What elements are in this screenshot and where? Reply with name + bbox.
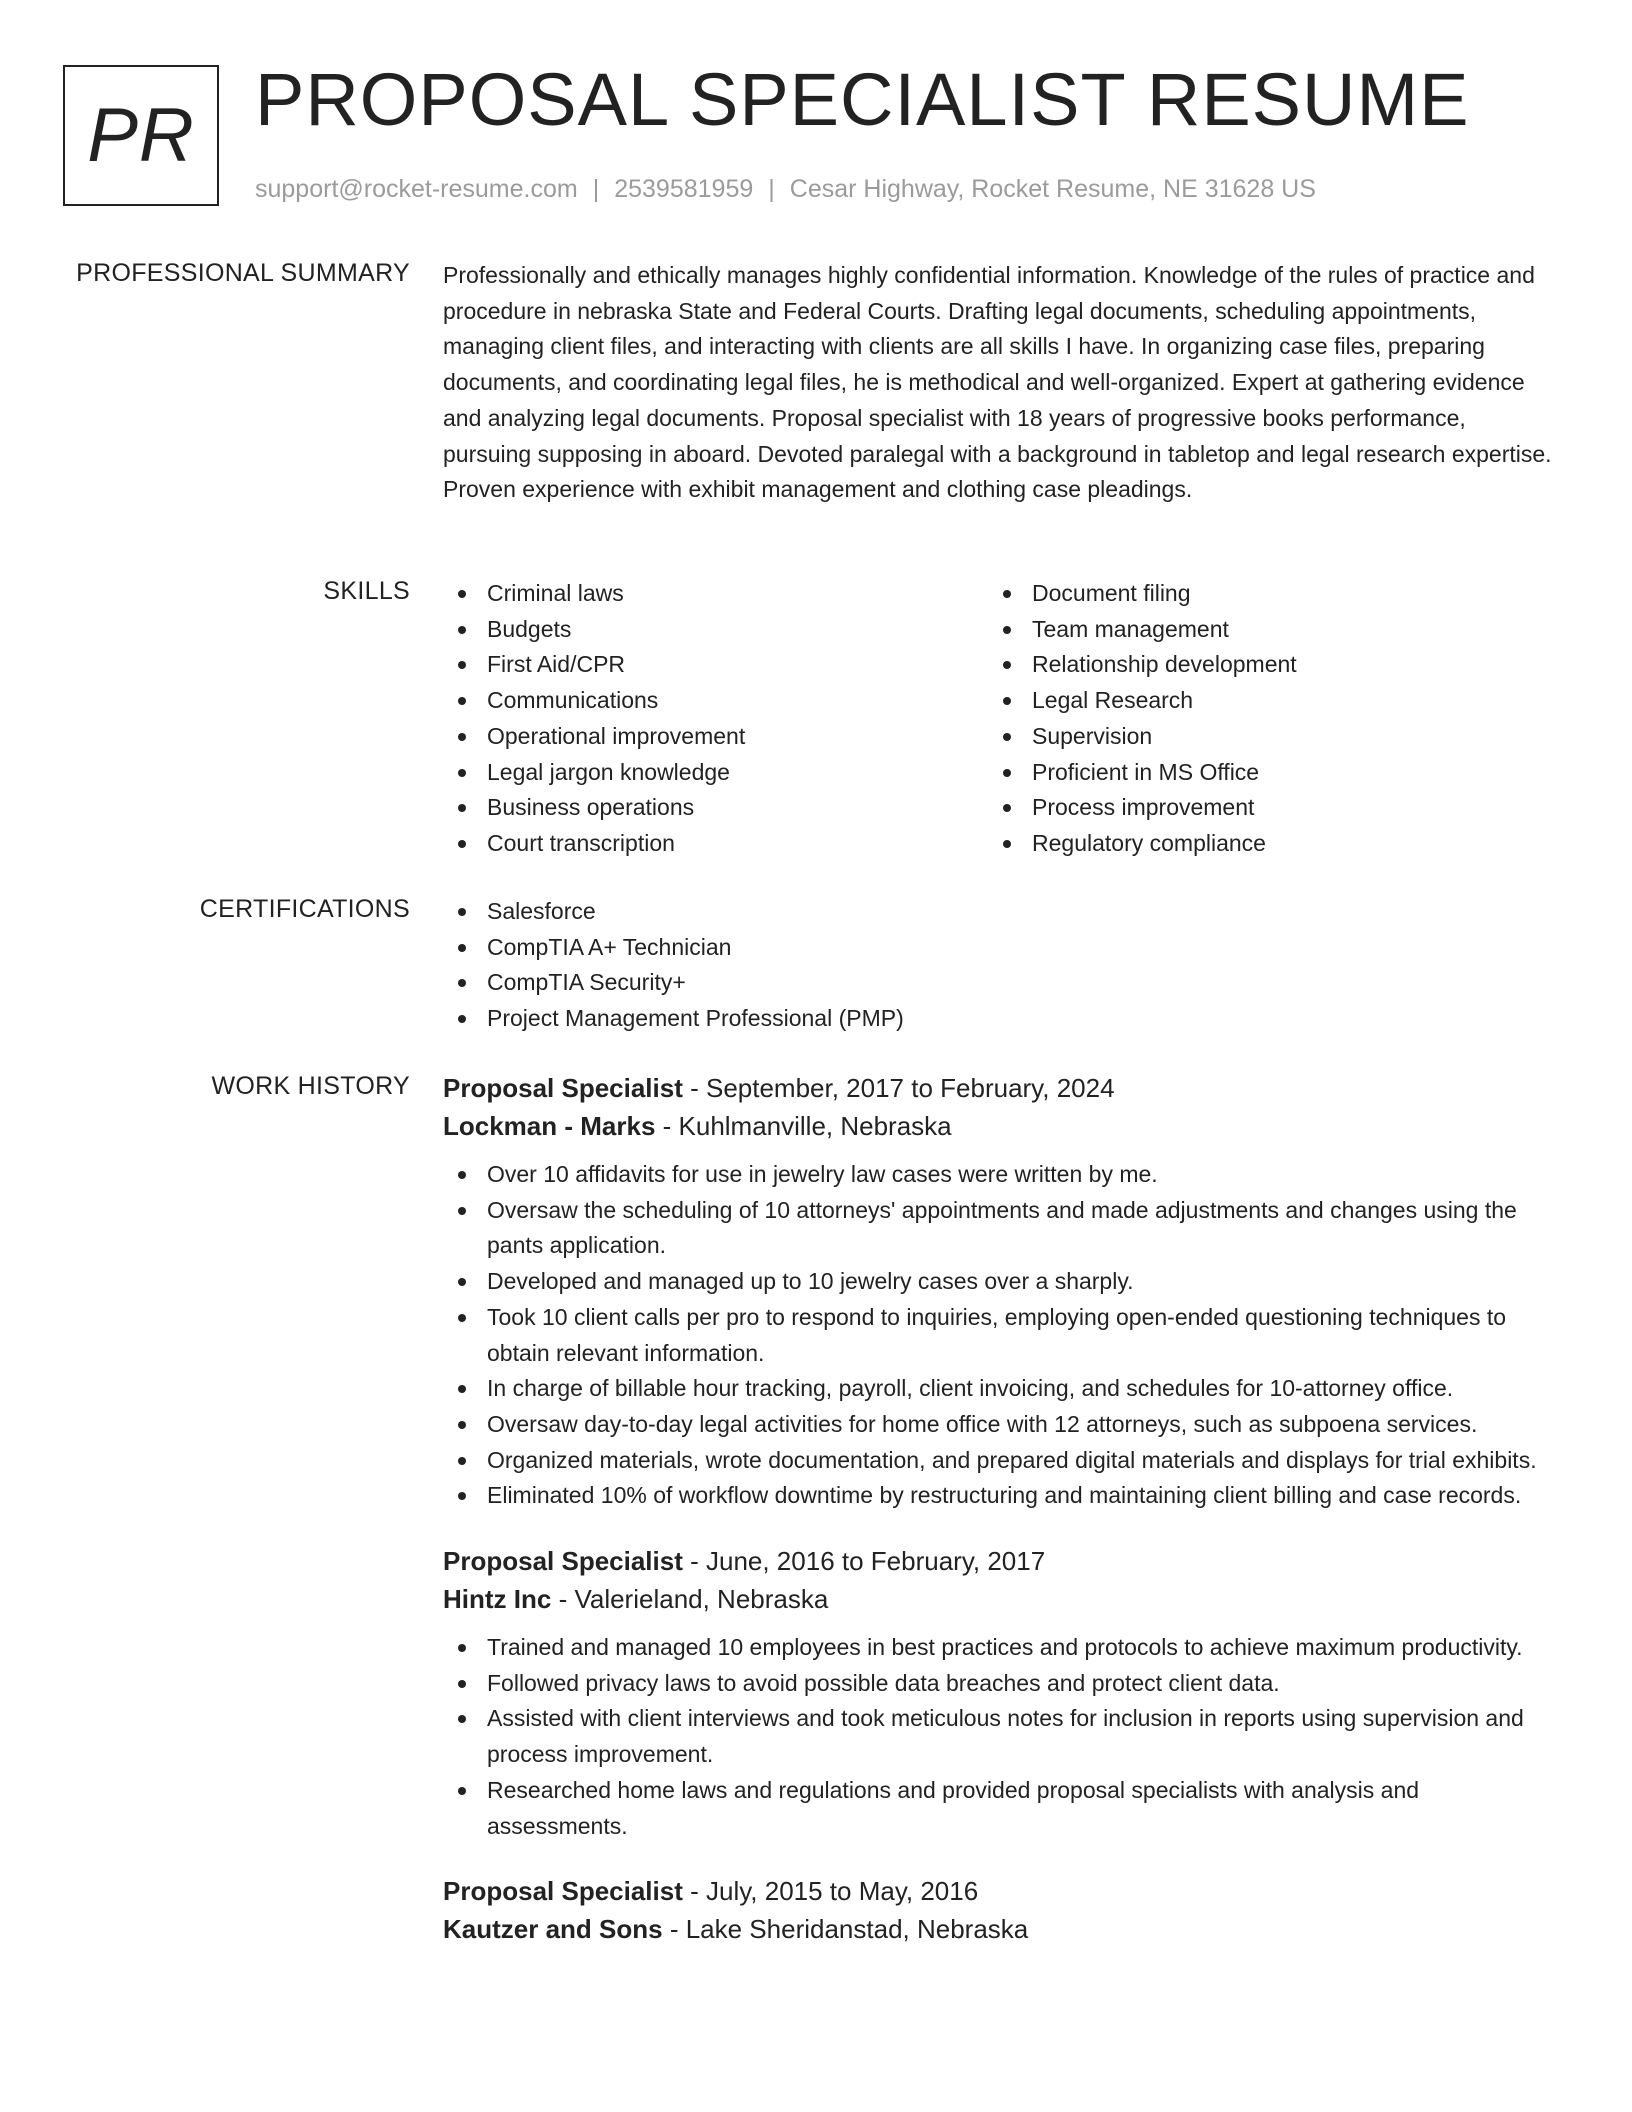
work-history-body xyxy=(443,1069,1553,1948)
contact-address: Cesar Highway, Rocket Resume, NE 31628 US xyxy=(789,175,1316,203)
contact-separator: | xyxy=(592,175,600,203)
job-title-line xyxy=(443,1069,1553,1107)
certifications-body xyxy=(443,894,1553,1037)
job-duties-list xyxy=(443,1157,1553,1514)
list-item: Communications xyxy=(443,683,988,719)
section-heading: CERTIFICATIONS xyxy=(199,895,410,923)
list-item: Team management xyxy=(988,612,1533,648)
monogram-logo: PR xyxy=(63,65,219,206)
job-company: Lockman - Marks xyxy=(443,1111,656,1141)
contact-separator: | xyxy=(768,175,775,203)
section-heading: WORK HISTORY xyxy=(211,1072,410,1100)
contact-line xyxy=(255,174,1316,204)
certifications-list xyxy=(443,894,1553,1037)
job-title: Proposal Specialist xyxy=(443,1876,683,1907)
list-item: Operational improvement xyxy=(443,719,988,755)
list-item: Legal Research xyxy=(988,683,1533,719)
job-location: - Kuhlmanville, Nebraska xyxy=(655,1111,952,1141)
job-company-line xyxy=(443,1107,1553,1145)
list-item: Proficient in MS Office xyxy=(988,755,1533,791)
list-item: Assisted with client interviews and took meticulous notes for inclusion in reports using supervision and process improvement. xyxy=(443,1701,1553,1772)
job-dates: - September, 2017 to February, 2024 xyxy=(682,1073,1115,1103)
skills-list-right xyxy=(988,576,1533,862)
contact-email: support@rocket-resume.com xyxy=(255,175,578,203)
list-item: Followed privacy laws to avoid possible data breaches and protect client data. xyxy=(443,1666,1553,1702)
job-entry xyxy=(443,1542,1553,1844)
job-title-line xyxy=(443,1872,1553,1910)
list-item: CompTIA Security+ xyxy=(443,965,1553,1001)
list-item: Criminal laws xyxy=(443,576,988,612)
contact-phone: 2539581959 xyxy=(614,175,754,203)
list-item: Project Management Professional (PMP) xyxy=(443,1001,1553,1037)
list-item: Regulatory compliance xyxy=(988,826,1533,862)
list-item: Oversaw the scheduling of 10 attorneys' appointments and made adjustments and changes using the pants application. xyxy=(443,1193,1553,1264)
section-heading: SKILLS xyxy=(323,577,410,605)
list-item: Trained and managed 10 employees in best practices and protocols to achieve maximum productivity. xyxy=(443,1630,1553,1666)
job-entry xyxy=(443,1069,1553,1514)
job-company: Kautzer and Sons xyxy=(443,1914,663,1945)
summary-body xyxy=(443,258,1553,508)
skills-columns xyxy=(443,576,1553,862)
list-item: Legal jargon knowledge xyxy=(443,755,988,791)
list-item: In charge of billable hour tracking, payroll, client invoicing, and schedules for 10-attorney office. xyxy=(443,1371,1553,1407)
job-location: - Valerieland, Nebraska xyxy=(551,1584,829,1615)
job-entry xyxy=(443,1872,1553,1948)
list-item: Process improvement xyxy=(988,790,1533,826)
list-item: Took 10 client calls per pro to respond to inquiries, employing open-ended questioning techniques to obtain relevant information. xyxy=(443,1300,1553,1371)
list-item: Business operations xyxy=(443,790,988,826)
list-item: CompTIA A+ Technician xyxy=(443,930,1553,966)
job-company-line xyxy=(443,1910,1553,1948)
job-company: Hintz Inc xyxy=(443,1584,552,1615)
list-item: Developed and managed up to 10 jewelry cases over a sharply. xyxy=(443,1264,1553,1300)
job-dates: - July, 2015 to May, 2016 xyxy=(682,1876,979,1907)
job-title: Proposal Specialist xyxy=(443,1073,683,1103)
list-item: Budgets xyxy=(443,612,988,648)
page-title: PROPOSAL SPECIALIST RESUME xyxy=(255,58,1470,141)
job-dates: - June, 2016 to February, 2017 xyxy=(682,1546,1046,1577)
list-item: Researched home laws and regulations and provided proposal specialists with analysis and assessments. xyxy=(443,1773,1553,1844)
list-item: Over 10 affidavits for use in jewelry law cases were written by me. xyxy=(443,1157,1553,1193)
list-item: Document filing xyxy=(988,576,1533,612)
list-item: Supervision xyxy=(988,719,1533,755)
summary-text: Professionally and ethically manages highly confidential information. Knowledge of the rules of practice and procedure in nebraska State and Federal Courts. Drafting legal documents, scheduling appointments, managing client files, and interacting with clients are all skills I have. In organizing case files, preparing documents, and coordinating legal files, he is methodical and well-organized. Expert at gathering evidence and analyzing legal documents. Proposal specialist with 18 years of progressive books performance, pursuing supposing in aboard. Devoted paralegal with a background in tabletop and legal research expertise. Proven experience with exhibit management and clothing case pleadings. xyxy=(443,262,1552,503)
job-location: - Lake Sheridanstad, Nebraska xyxy=(662,1914,1029,1945)
job-title-line xyxy=(443,1542,1553,1580)
list-item: First Aid/CPR xyxy=(443,647,988,683)
list-item: Eliminated 10% of workflow downtime by restructuring and maintaining client billing and case records. xyxy=(443,1478,1553,1514)
skills-list-left xyxy=(443,576,988,862)
list-item: Oversaw day-to-day legal activities for home office with 12 attorneys, such as subpoena services. xyxy=(443,1407,1553,1443)
list-item: Salesforce xyxy=(443,894,1553,930)
section-heading: PROFESSIONAL SUMMARY xyxy=(76,259,410,287)
job-company-line xyxy=(443,1580,1553,1618)
job-title: Proposal Specialist xyxy=(443,1546,683,1577)
job-duties-list xyxy=(443,1630,1553,1844)
list-item: Organized materials, wrote documentation, and prepared digital materials and displays for trial exhibits. xyxy=(443,1443,1553,1479)
list-item: Court transcription xyxy=(443,826,988,862)
list-item: Relationship development xyxy=(988,647,1533,683)
